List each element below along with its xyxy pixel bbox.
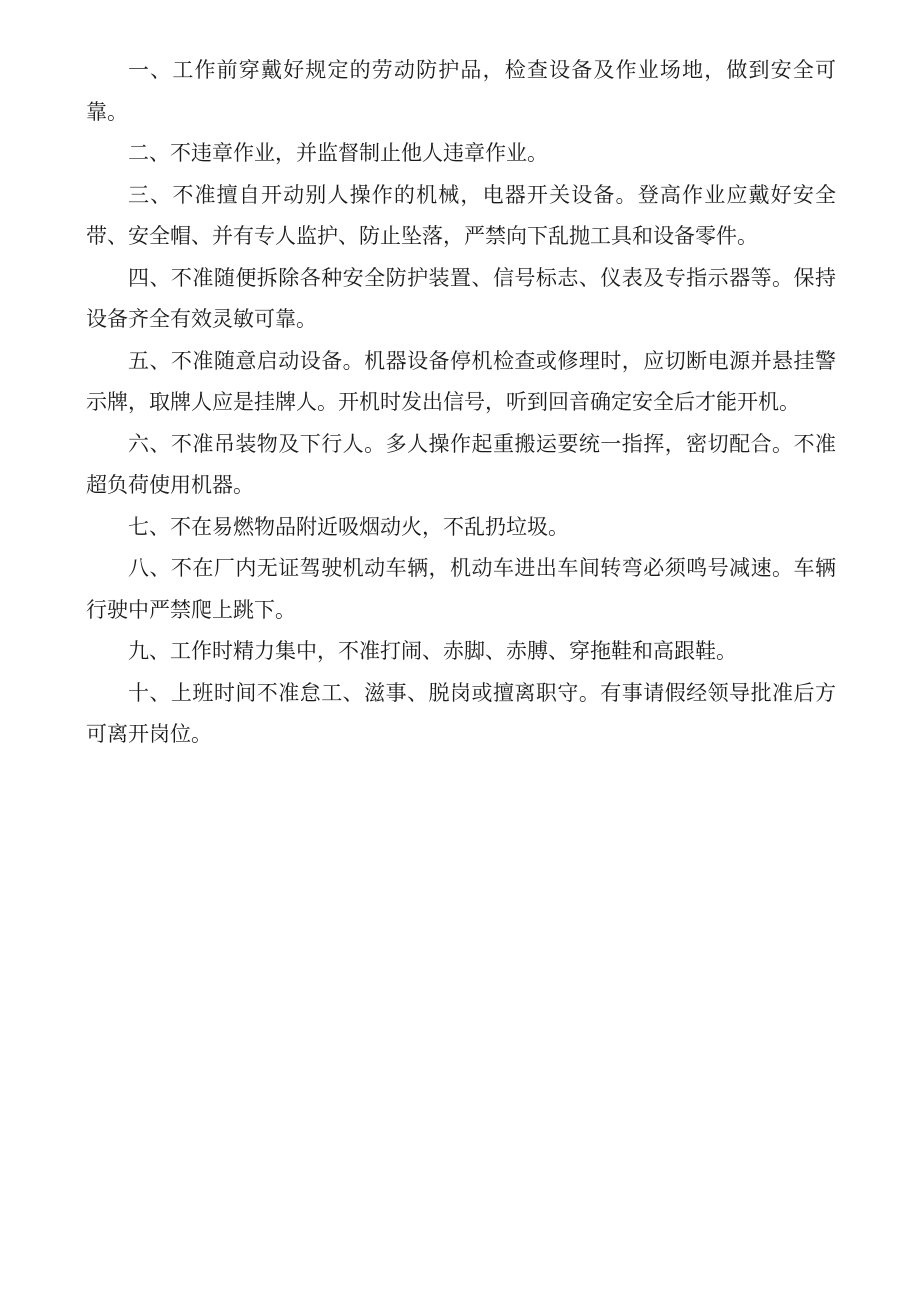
rule-paragraph-8: 八、不在厂内无证驾驶机动车辆，机动车进出车间转弯必须鸣号减速。车辆行驶中严禁爬上跳下。 xyxy=(86,556,836,622)
rule-paragraph-10: 十、上班时间不准怠工、滋事、脱岗或擅离职守。有事请假经领导批准后方可离开岗位。 xyxy=(86,680,836,746)
document-body xyxy=(86,50,836,756)
rule-paragraph-3: 三、不准擅自开动别人操作的机械，电器开关设备。登高作业应戴好安全带、安全帽、并有专人监护、防止坠落，严禁向下乱抛工具和设备零件。 xyxy=(86,182,836,248)
rule-paragraph-5: 五、不准随意启动设备。机器设备停机检查或修理时，应切断电源并悬挂警示牌，取牌人应是挂牌人。开机时发出信号，听到回音确定安全后才能开机。 xyxy=(86,348,836,414)
rule-paragraph-2: 二、不违章作业，并监督制止他人违章作业。 xyxy=(128,141,548,165)
rule-paragraph-4: 四、不准随便拆除各种安全防护装置、信号标志、仪表及专指示器等。保持设备齐全有效灵敏可靠。 xyxy=(86,265,836,331)
rule-paragraph-9: 九、工作时精力集中，不准打闹、赤脚、赤膊、穿拖鞋和高跟鞋。 xyxy=(128,639,737,663)
rule-paragraph-1: 一、工作前穿戴好规定的劳动防护品，检查设备及作业场地，做到安全可靠。 xyxy=(86,58,836,124)
rule-paragraph-6: 六、不准吊装物及下行人。多人操作起重搬运要统一指挥，密切配合。不准超负荷使用机器。 xyxy=(86,431,836,497)
rule-paragraph-7: 七、不在易燃物品附近吸烟动火，不乱扔垃圾。 xyxy=(128,514,569,539)
